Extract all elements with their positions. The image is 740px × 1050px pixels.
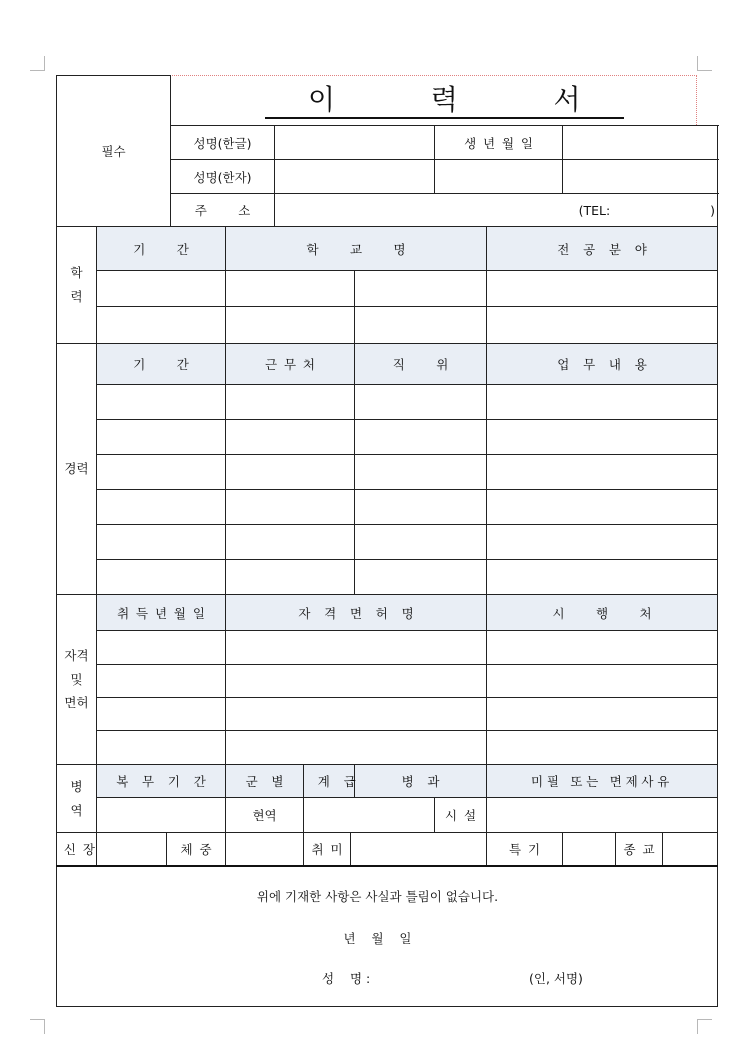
career-duties-cell[interactable] — [487, 420, 718, 455]
edu-degree-cell[interactable] — [355, 271, 487, 307]
license-issuer-cell[interactable] — [487, 665, 718, 698]
edu-degree-cell[interactable] — [355, 307, 487, 344]
career-period-cell[interactable] — [97, 560, 226, 595]
career-company-cell[interactable] — [226, 560, 355, 595]
career-duties-cell[interactable] — [487, 525, 718, 560]
crop-mark-top-left — [30, 56, 45, 71]
career-position-cell[interactable] — [355, 525, 487, 560]
military-facility-label: 시설 — [435, 798, 487, 833]
title-cell — [171, 76, 718, 126]
birth-label: 생년월일 — [435, 126, 563, 160]
license-date-cell[interactable] — [97, 698, 226, 731]
license-issuer-cell[interactable] — [487, 631, 718, 665]
career-period-cell[interactable] — [97, 385, 226, 420]
name-hanja-extra-field[interactable] — [435, 160, 563, 194]
edu-col-school: 학 교 명 — [226, 227, 487, 271]
license-name-cell[interactable] — [226, 665, 487, 698]
edu-school-cell[interactable] — [226, 307, 355, 344]
military-col-reason: 미필 또는 면제사유 — [487, 765, 718, 798]
license-col-date: 취득년월일 — [97, 595, 226, 631]
license-date-cell[interactable] — [97, 731, 226, 765]
license-date-cell[interactable] — [97, 631, 226, 665]
military-col-branch: 군별 — [226, 765, 304, 798]
license-section-label: 자격 및 면허 — [57, 595, 97, 765]
license-issuer-cell[interactable] — [487, 698, 718, 731]
license-name-cell[interactable] — [226, 631, 487, 665]
military-col-type: 병과 — [355, 765, 487, 798]
edu-col-major: 전공분야 — [487, 227, 718, 271]
career-duties-cell[interactable] — [487, 455, 718, 490]
birth-extra-field[interactable] — [563, 160, 718, 194]
career-section-label: 경력 — [57, 344, 97, 595]
edu-major-cell[interactable] — [487, 271, 718, 307]
military-active-label: 현역 — [226, 798, 304, 833]
career-position-cell[interactable] — [355, 385, 487, 420]
edu-col-period: 기 간 — [97, 227, 226, 271]
weight-field[interactable] — [226, 833, 304, 866]
crop-mark-bottom-left — [30, 1019, 45, 1034]
license-name-cell[interactable] — [226, 731, 487, 765]
career-col-duties: 업무내용 — [487, 344, 718, 385]
hobby-field[interactable] — [351, 833, 487, 866]
license-col-issuer: 시 행 처 — [487, 595, 718, 631]
career-col-company: 근무처 — [226, 344, 355, 385]
edu-major-cell[interactable] — [487, 307, 718, 344]
military-period-cell[interactable] — [97, 798, 226, 833]
religion-field[interactable] — [663, 833, 718, 866]
license-issuer-cell[interactable] — [487, 731, 718, 765]
career-position-cell[interactable] — [355, 455, 487, 490]
height-label: 신장 — [57, 833, 97, 866]
hobby-label: 취미 — [304, 833, 351, 866]
career-period-cell[interactable] — [97, 490, 226, 525]
resume-form — [56, 75, 718, 1007]
skill-field[interactable] — [563, 833, 616, 866]
military-col-period: 복무기간 — [97, 765, 226, 798]
name-hanja-field[interactable] — [275, 160, 435, 194]
career-col-position: 직 위 — [355, 344, 487, 385]
name-hanja-label: 성명(한자) — [171, 160, 275, 194]
edu-period-cell[interactable] — [97, 271, 226, 307]
address-field[interactable] — [275, 194, 718, 227]
declaration-date: 년 월 일 — [343, 930, 412, 946]
tel-suffix: ) — [710, 202, 716, 218]
career-duties-cell[interactable] — [487, 385, 718, 420]
height-field[interactable] — [97, 833, 167, 866]
career-period-cell[interactable] — [97, 525, 226, 560]
career-company-cell[interactable] — [226, 455, 355, 490]
declaration-statement: 위에 기재한 사항은 사실과 틀림이 없습니다. — [256, 888, 499, 904]
military-section-label: 병 역 — [57, 765, 97, 833]
skill-label: 특기 — [487, 833, 563, 866]
military-rank-cell[interactable] — [304, 798, 435, 833]
edu-period-cell[interactable] — [97, 307, 226, 344]
declaration-name-label: 성 명 : — [322, 970, 371, 986]
career-company-cell[interactable] — [226, 490, 355, 525]
declaration-box — [57, 866, 718, 1007]
declaration-seal-label: (인, 서명) — [529, 970, 583, 986]
education-section-label: 학 력 — [57, 227, 97, 344]
career-position-cell[interactable] — [355, 420, 487, 455]
required-label: 필수 — [57, 76, 171, 227]
career-duties-cell[interactable] — [487, 490, 718, 525]
birth-field[interactable] — [563, 126, 718, 160]
weight-label: 체중 — [167, 833, 226, 866]
name-korean-field[interactable] — [275, 126, 435, 160]
page-title: 이 력 서 — [265, 83, 624, 119]
crop-mark-top-right — [697, 56, 712, 71]
license-col-name: 자격면허명 — [226, 595, 487, 631]
religion-label: 종교 — [616, 833, 663, 866]
career-position-cell[interactable] — [355, 560, 487, 595]
career-company-cell[interactable] — [226, 525, 355, 560]
career-company-cell[interactable] — [226, 385, 355, 420]
career-position-cell[interactable] — [355, 490, 487, 525]
career-period-cell[interactable] — [97, 420, 226, 455]
military-reason-cell[interactable] — [487, 798, 718, 833]
license-name-cell[interactable] — [226, 698, 487, 731]
tel-prefix: (TEL: — [578, 202, 611, 218]
name-korean-label: 성명(한글) — [171, 126, 275, 160]
address-label: 주 소 — [171, 194, 275, 227]
military-col-rank: 계급 — [304, 765, 355, 798]
edu-school-cell[interactable] — [226, 271, 355, 307]
career-company-cell[interactable] — [226, 420, 355, 455]
license-date-cell[interactable] — [97, 665, 226, 698]
crop-mark-bottom-right — [697, 1019, 712, 1034]
career-col-period: 기 간 — [97, 344, 226, 385]
career-period-cell[interactable] — [97, 455, 226, 490]
career-duties-cell[interactable] — [487, 560, 718, 595]
